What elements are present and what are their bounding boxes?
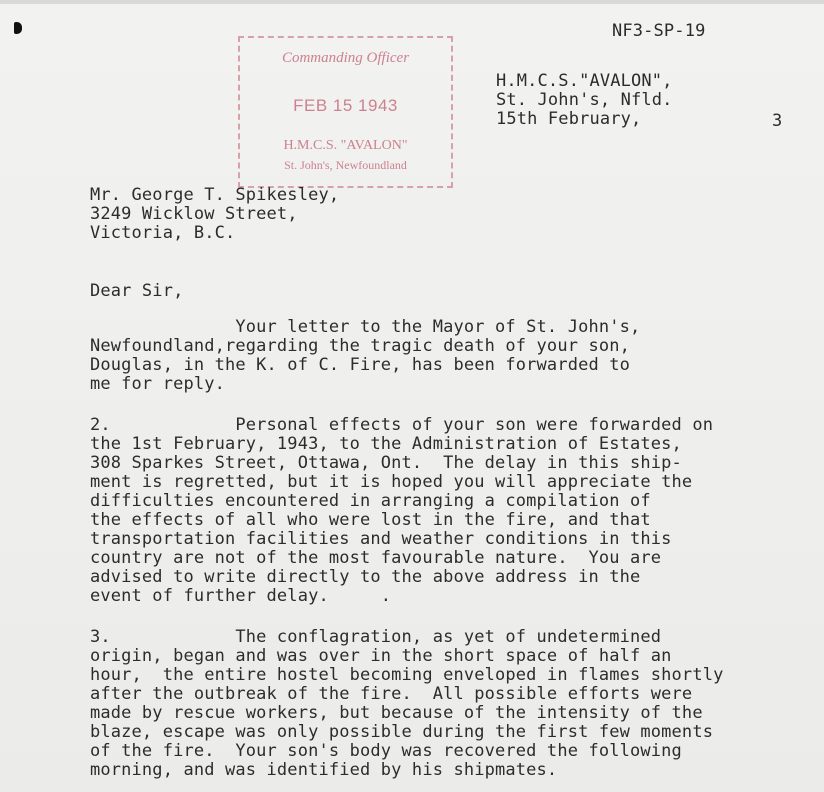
recipient-line: 3249 Wicklow Street, — [90, 204, 298, 224]
salutation: Dear Sir, — [90, 281, 184, 301]
body-line: after the outbreak of the fire. All possible efforts were — [90, 684, 693, 704]
body-line: the effects of all who were lost in the fire, and that — [90, 510, 651, 530]
stamp-date: FEB 15 1943 — [293, 96, 398, 115]
stamp-ship-name: H.M.C.S. "AVALON" — [283, 138, 408, 153]
scan-top-edge — [0, 0, 824, 4]
page-number: 3 — [772, 111, 783, 131]
body-line: me for reply. — [90, 374, 226, 394]
reference-number: NF3-SP-19 — [612, 21, 706, 41]
stamp-location: St. John's, Newfoundland — [284, 158, 407, 172]
body-line: country are not of the most favourable nature. You are — [90, 548, 662, 568]
stamp-title: Commanding Officer — [281, 50, 410, 66]
body-line: of the fire. Your son's body was recovered the following — [90, 741, 682, 761]
body-line: ment is regretted, but it is hoped you will appreciate the — [90, 472, 693, 492]
body-line: the 1st February, 1943, to the Administration of Estates, — [90, 434, 682, 454]
body-line: difficulties encountered in arranging a compilation of — [90, 491, 651, 511]
body-line: 3. The conflagration, as yet of undetermined — [90, 627, 662, 647]
recipient-line: Victoria, B.C. — [90, 223, 236, 243]
body-line: event of further delay. . — [90, 586, 392, 606]
body-line: origin, began and was over in the short space of half an — [90, 646, 672, 666]
body-line: made by rescue workers, but because of the intensity of the — [90, 703, 703, 723]
sender-address-line: H.M.C.S."AVALON", — [496, 71, 673, 91]
body-line: Your letter to the Mayor of St. John's, — [90, 317, 641, 337]
body-line: Newfoundland,regarding the tragic death of your son, — [90, 336, 631, 356]
body-line: hour, the entire hostel becoming enveloped in flames shortly — [90, 665, 724, 685]
body-line: Douglas, in the K. of C. Fire, has been forwarded to — [90, 355, 631, 375]
body-line: 2. Personal effects of your son were forwarded on — [90, 415, 714, 435]
body-line: 308 Sparkes Street, Ottawa, Ont. The delay in this ship- — [90, 453, 682, 473]
letter-date: 15th February, — [496, 109, 642, 129]
body-line: transportation facilities and weather conditions in this — [90, 529, 672, 549]
received-stamp — [238, 36, 453, 188]
sender-address-line: St. John's, Nfld. — [496, 90, 673, 110]
body-line: blaze, escape was only possible during the first few moments — [90, 722, 714, 742]
punch-hole-mark — [14, 22, 22, 34]
body-line: advised to write directly to the above address in the — [90, 567, 641, 587]
body-line: morning, and was identified by his shipmates. — [90, 760, 558, 780]
recipient-line: Mr. George T. Spikesley, — [90, 185, 340, 205]
